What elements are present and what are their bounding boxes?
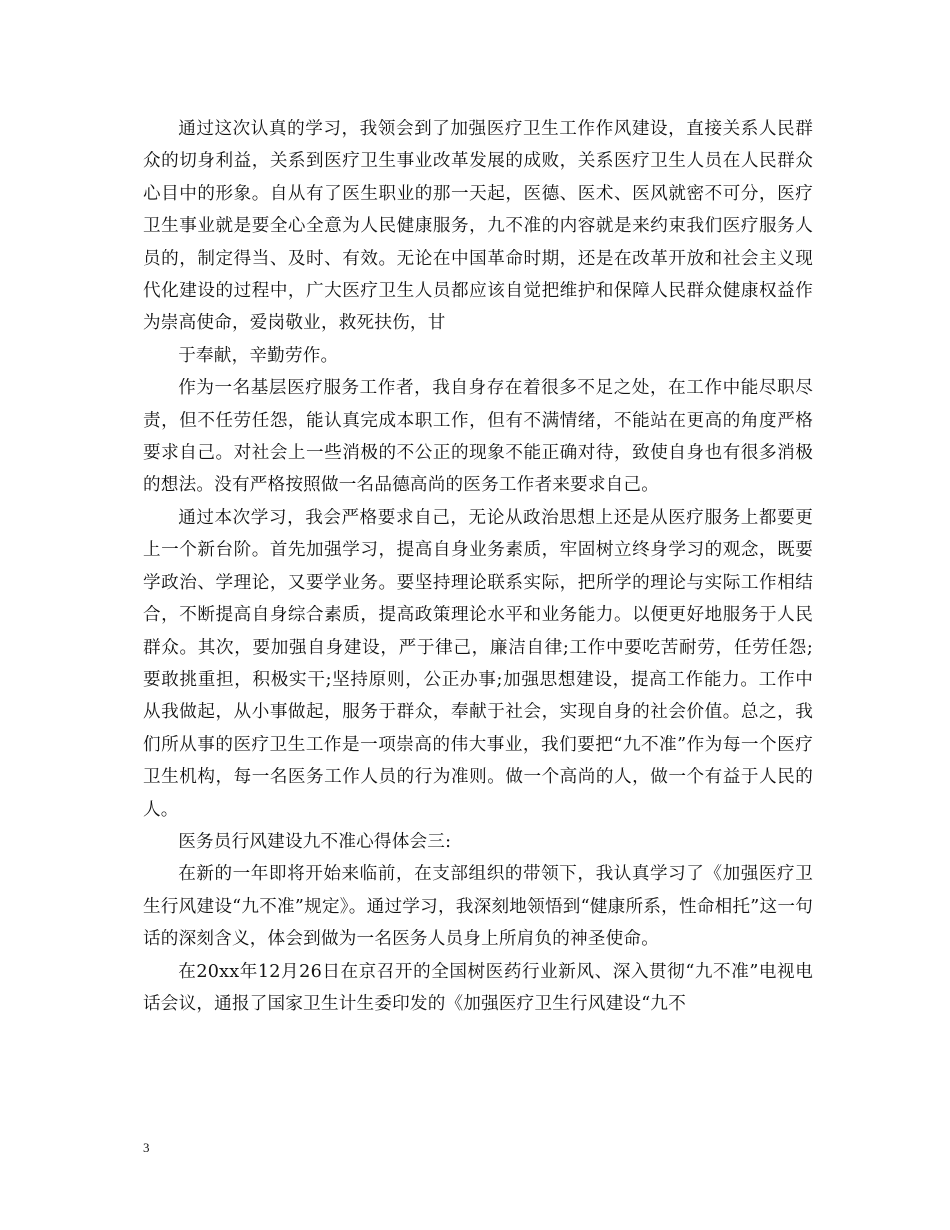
- paragraph-6: 在20xx年12月26日在京召开的全国树医药行业新风、深入贯彻“九不准”电视电话会议，通报了国家卫生计生委印发的《加强医疗卫生行风建设“九不: [143, 961, 813, 1014]
- paragraph-1: 通过这次认真的学习，我领会到了加强医疗卫生工作作风建设，直接关系人民群众的切身利益，关系到医疗卫生事业改革发展的成败，关系医疗卫生人员在人民群众心目中的形象。自从有了医生职业的那一天起，医德、医术、医风就密不可分，医疗卫生事业就是要全心全意为人民健康服务，九不准的内容就是来约束我们医疗服务人员的，制定得当、及时、有效。无论在中国革命时期，还是在改革开放和社会主义现代化建设的过程中，广大医疗卫生人员都应该自觉把维护和保障人民群众健康权益作为崇高使命，爱岗敬业，救死扶伤，甘: [143, 119, 813, 334]
- document-body: [143, 113, 813, 1020]
- page-number: 3: [143, 1140, 150, 1155]
- paragraph-3: 作为一名基层医疗服务工作者，我自身存在着很多不足之处，在工作中能尽职尽责，但不任劳任怨，能认真完成本职工作，但有不满情绪，不能站在更高的角度严格要求自己。对社会上一些消极的不公正的现象不能正确对待，致使自身也有很多消极的想法。没有严格按照做一名品德高尚的医务工作者来要求自己。: [143, 378, 813, 496]
- paragraph-4: 通过本次学习，我会严格要求自己，无论从政治思想上还是从医疗服务上都要更上一个新台阶。首先加强学习，提高自身业务素质，牢固树立终身学习的观念，既要学政治、学理论，又要学业务。要坚持理论联系实际，把所学的理论与实际工作相结合，不断提高自身综合素质，提高政策理论水平和业务能力。以便更好地服务于人民群众。其次，要加强自身建设，严于律己，廉洁自律;工作中要吃苦耐劳，任劳任怨;要敢挑重担，积极实干;坚持原则，公正办事;加强思想建设，提高工作能力。工作中从我做起，从小事做起，服务于群众，奉献于社会，实现自身的社会价值。总之，我们所从事的医疗卫生工作是一项崇高的伟大事业，我们要把“九不准”作为每一个医疗卫生机构，每一名医务工作人员的行为准则。做一个高尚的人，做一个有益于人民的人。: [143, 507, 813, 820]
- paragraph-2: 于奉献，辛勤劳作。: [178, 345, 339, 366]
- section-heading: 医务员行风建设九不准心得体会三:: [178, 831, 452, 852]
- paragraph-5: 在新的一年即将开始来临前，在支部组织的带领下，我认真学习了《加强医疗卫生行风建设“九不准”规定》。通过学习，我深刻地领悟到“健康所系，性命相托”这一句话的深刻含义，体会到做为一名医务人员身上所肩负的神圣使命。: [143, 864, 813, 950]
